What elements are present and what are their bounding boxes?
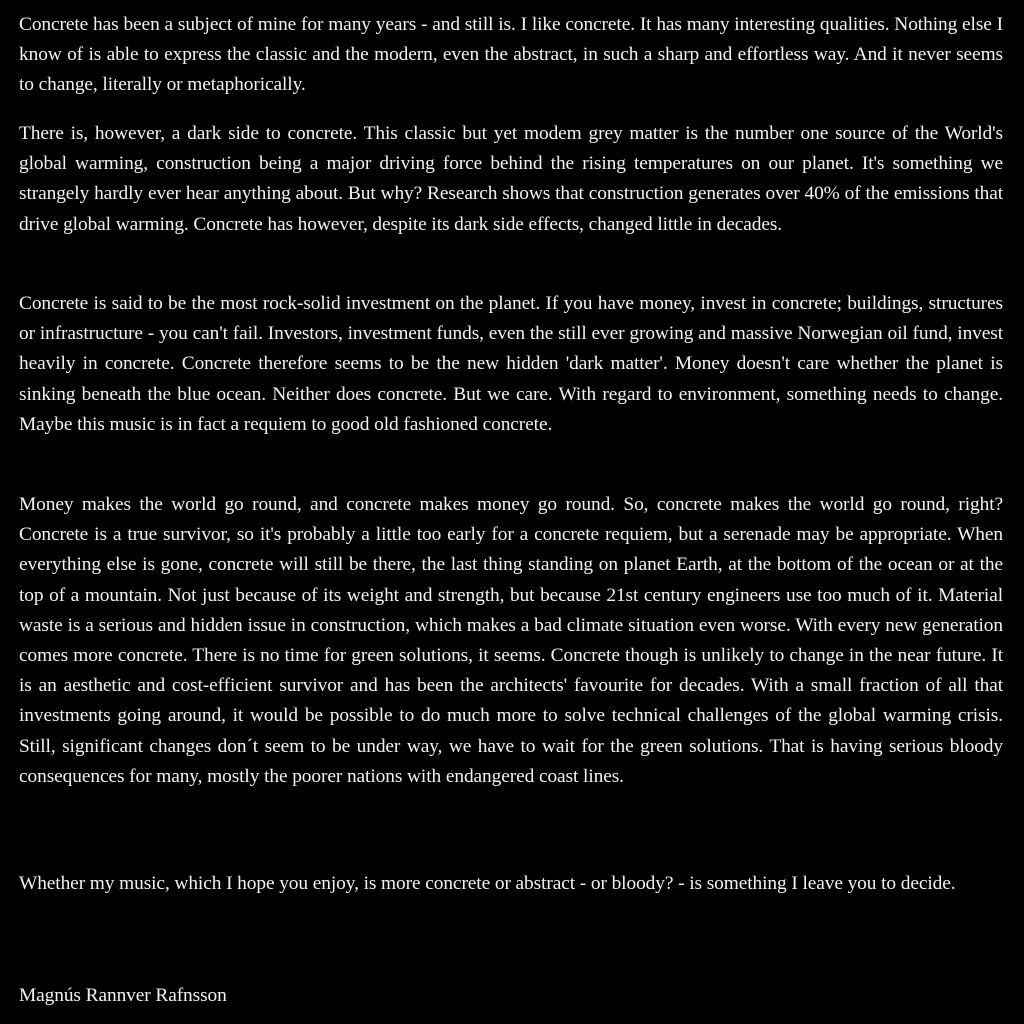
paragraph-money-survivor: Money makes the world go round, and concrete makes money go round. So, concrete makes the world go round, right? Concrete is a true survivor, so it's probably a little too early for a concrete requiem, but a serenade may be appropriate. When everything else is gone, concrete will still be there, the last thing standing on planet Earth, at the bottom of the ocean or at the top of a mountain. Not just because of its weight and strength, but because 21st century engineers use too much of it. Material waste is a serious and hidden issue in construction, which makes a bad climate situation even worse. With every new generation comes more concrete. There is no time for green solutions, it seems. Concrete though is unlikely to change in the near future. It is an aesthetic and cost-efficient survivor and has been the architects' favourite for decades. With a small fraction of all that investments going around, it would be possible to do much more to solve technical challenges of the global warming crisis. Still, significant changes don´t seem to be under way, we have to wait for the green solutions. That is having serious bloody consequences for many, mostly the poorer nations with endangered coast lines. [19, 494, 1003, 787]
paragraph-dark-side: There is, however, a dark side to concrete. This classic but yet modem grey matter is the number one source of the World's global warming, construction being a major driving force behind the rising temperatures on our planet. It's something we strangely hardly ever hear anything about. But why? Research shows that construction generates over 40% of the emissions that drive global warming. Concrete has however, despite its dark side effects, changed little in decades. [19, 123, 1003, 235]
paragraph-intro: Concrete has been a subject of mine for many years - and still is. I like concrete. It has many interesting qualities. Nothing else I know of is able to express the classic and the modern, even the abstract, in such a sharp and effortless way. And it never seems to change, literally or metaphorically. [19, 14, 1003, 96]
signature: Magnús Rannver Rafnsson [19, 985, 227, 1006]
paragraph-closing: Whether my music, which I hope you enjoy, is more concrete or abstract - or bloody? - is something I leave you to decide. [19, 873, 956, 894]
paragraph-investment: Concrete is said to be the most rock-solid investment on the planet. If you have money, invest in concrete; buildings, structures or infrastructure - you can't fail. Investors, investment funds, even the still ever growing and massive Norwegian oil fund, invest heavily in concrete. Concrete therefore seems to be the new hidden 'dark matter'. Money doesn't care whether the planet is sinking beneath the blue ocean. Neither does concrete. But we care. With regard to environment, something needs to change. Maybe this music is in fact a requiem to good old fashioned concrete. [19, 293, 1003, 435]
